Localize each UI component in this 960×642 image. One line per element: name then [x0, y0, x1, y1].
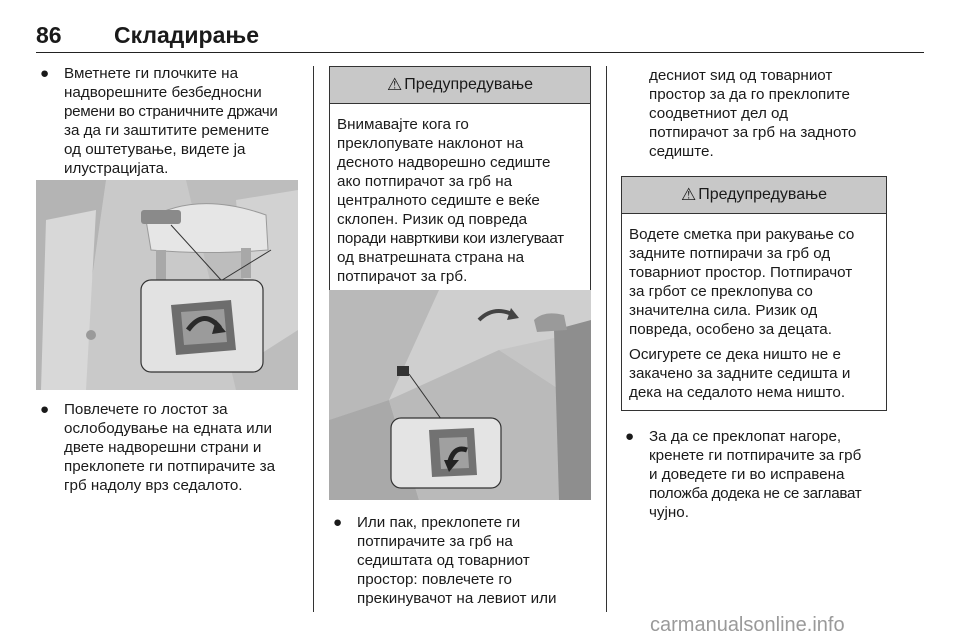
column-1 — [36, 64, 300, 178]
figure-cargo-release — [329, 290, 591, 500]
text-line: десното надворешно седиште — [337, 154, 551, 171]
column-2-lower — [329, 513, 591, 608]
text-line: задните потпирачи за грб од — [629, 245, 831, 262]
text-line: преклопете ги потпирачите за — [64, 458, 276, 475]
text-line: надворешните безбедносни — [64, 84, 262, 101]
text-line: седиште. — [649, 143, 714, 160]
text-line: Или пак, преклопете ги — [357, 514, 521, 531]
text-line: илустрацијата. — [64, 160, 169, 177]
text-line: преклопувате наклонот на — [337, 135, 524, 152]
page-header — [36, 18, 924, 53]
warning-title: Предупредување — [698, 186, 828, 203]
text-line: потпирачите за грб на — [357, 533, 513, 550]
column-3 — [621, 66, 887, 522]
text-line: простор за да го преклопите — [649, 86, 850, 103]
text-line: за грбот се преклопува со — [629, 283, 813, 300]
warning-paragraph-2 — [629, 345, 879, 402]
text-line: грб надолу врз седалото. — [64, 477, 243, 494]
text-line: простор: повлечете го — [357, 571, 512, 588]
warning-box-cargo-handling — [621, 176, 887, 411]
bullet-fold-from-cargo — [329, 513, 591, 608]
text-line: положба додека не се заглават — [649, 485, 862, 502]
text-line: ослободување на едната или — [64, 420, 272, 437]
text-line: ремени во страничните држачи — [64, 103, 278, 120]
text-line: кренете ги потпирачите за грб — [649, 447, 862, 464]
text-line: повреда, особено за децата. — [629, 321, 832, 338]
text-line: значителна сила. Ризик од — [629, 302, 818, 319]
text-line: прекинувачот на левиот или — [357, 590, 557, 607]
text-line: Внимавајте кога го — [337, 116, 469, 133]
text-line: товарниот простор. Потпирачот — [629, 264, 853, 281]
column-2 — [329, 66, 591, 297]
warning-header — [622, 177, 886, 214]
text-line: потпирачот за грб на задното — [649, 124, 857, 141]
warning-body — [622, 214, 886, 410]
page-number: 86 — [36, 22, 62, 48]
text-line: поради наврткиви кои излегуваат — [337, 230, 564, 247]
text-line: од оштетување, видете ја — [64, 141, 246, 158]
text-line: склопен. Ризик од повреда — [337, 211, 528, 228]
text-line: Повлечете го лостот за — [64, 401, 228, 418]
warning-header — [330, 67, 590, 104]
text-line: Вметнете ги плочките на — [64, 65, 239, 82]
bullet-dot: ● — [333, 514, 343, 531]
text-line: закачено за задните седишта и — [629, 365, 851, 382]
text-line: дека на седалото нема ништо. — [629, 384, 846, 401]
bullet-insert-belt-plates — [36, 64, 300, 178]
text-line: чујно. — [649, 504, 689, 521]
text-line: Осигурете се дека ништо не е — [629, 346, 841, 363]
warning-triangle-icon: ⚠ — [386, 75, 403, 94]
text-line: за да ги заштитите ремените — [64, 122, 270, 139]
warning-paragraph-1 — [629, 225, 879, 339]
column-divider-2 — [606, 66, 607, 612]
text-line: централното седиште е веќе — [337, 192, 540, 209]
text-line: ако потпирачот за грб на — [337, 173, 513, 190]
column-1-lower — [36, 400, 300, 495]
text-line: двете надворешни страни и — [64, 439, 262, 456]
text-line: Водете сметка при ракување со — [629, 226, 855, 243]
text-line: десниот sид од товарниот — [649, 67, 833, 84]
bullet-dot: ● — [40, 65, 50, 82]
watermark: carmanualsonline.info — [650, 614, 845, 636]
figure-belt-holder — [36, 180, 298, 390]
bullet-dot: ● — [625, 428, 635, 445]
warning-triangle-icon: ⚠ — [680, 185, 697, 204]
bullet-dot: ● — [40, 401, 50, 418]
belt-holder-illustration — [36, 180, 298, 390]
text-line: и доведете ги во исправена — [649, 466, 845, 483]
text-line: од внатрешната страна на — [337, 249, 525, 266]
text-line: потпирачот за грб. — [337, 268, 468, 285]
continuation-paragraph — [621, 66, 887, 161]
bullet-fold-up — [621, 427, 887, 522]
cargo-release-illustration — [329, 290, 591, 500]
bullet-pull-release-lever — [36, 400, 300, 495]
text-line: За да се преклопат нагоре, — [649, 428, 842, 445]
warning-title: Предупредување — [404, 76, 534, 93]
warning-body — [330, 104, 590, 296]
warning-box-center-seat — [329, 66, 591, 297]
text-line: седиштата од товарниот — [357, 552, 530, 569]
chapter-title: Складирање — [114, 22, 260, 48]
column-divider-1 — [313, 66, 314, 612]
text-line: соодветниот дел од — [649, 105, 788, 122]
